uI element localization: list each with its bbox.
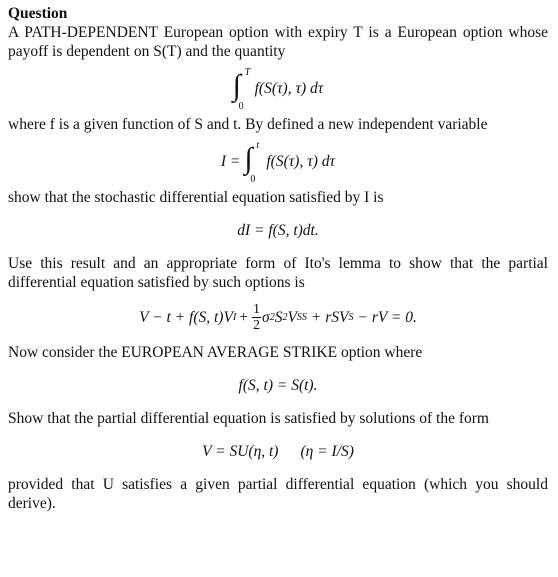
paragraph-ito: Use this result and an appropriate form of Ito's lemma to show that the partial differential equation satisfied by such options is xyxy=(8,255,548,291)
integral-upper-limit: t xyxy=(256,140,260,151)
paragraph-conclusion: provided that U satisfies a given partial differential equation (which you should derive). xyxy=(8,476,548,512)
equation-lhs: I = xyxy=(220,152,241,170)
paragraph-average-strike: Now consider the EUROPEAN AVERAGE STRIKE option where xyxy=(8,344,423,361)
variable-definition-equation xyxy=(8,140,548,185)
paragraph-intro: A PATH-DEPENDENT European option with expiry T is a European option whose payoff is dependent on S(T) and the quantity xyxy=(8,24,548,60)
question-document xyxy=(8,4,548,513)
integral-lower-limit: 0 xyxy=(238,101,244,112)
sde-equation: dI = f(S, t)dt. xyxy=(237,222,319,239)
integrand: f(S(τ), τ) dτ xyxy=(254,79,324,97)
integral-upper-limit: T xyxy=(244,67,251,78)
integral-equation xyxy=(8,67,548,112)
integral-sign: ∫ t 0 xyxy=(244,144,262,178)
integral-sign: ∫ T 0 xyxy=(233,71,251,105)
pde-equation: V − t + f(S, t)V I + $\frac{1}{2}$ σ 2 S 2 V SS + rSV S − rV = 0. xyxy=(139,302,417,333)
half-fraction: $\frac{1}{2}$ xyxy=(253,302,261,333)
similarity-solution-equation: V = SU(η, t) (η = I/S) xyxy=(202,443,354,460)
integrand: f(S(τ), τ) dτ xyxy=(266,152,336,170)
paragraph-similarity: Show that the partial differential equation is satisfied by solutions of the form xyxy=(8,410,489,427)
average-strike-equation: f(S, t) = S(t). xyxy=(238,377,318,394)
paragraph-definition: where f is a given function of S and t. By defined a new independent variable xyxy=(8,116,488,133)
paragraph-sde-intro: show that the stochastic differential equation satisfied by I is xyxy=(8,189,384,206)
integral-lower-limit: 0 xyxy=(250,174,256,185)
question-heading: Question xyxy=(8,5,68,22)
